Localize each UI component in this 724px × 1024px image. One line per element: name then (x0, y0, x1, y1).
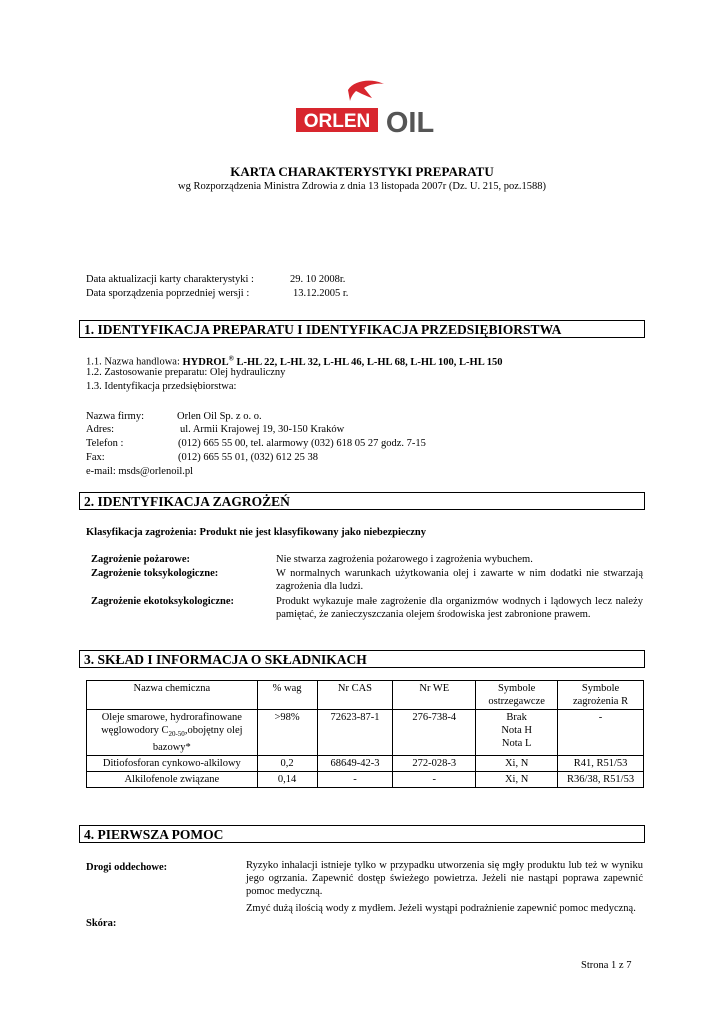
col-header: Nr CAS (317, 681, 393, 710)
orlen-word: ORLEN (303, 111, 371, 132)
cell-symbols: Xi, N (476, 756, 558, 772)
skin-text: Zmyć dużą ilością wody z mydłem. Jeżeli wystąpi podrażnienie zapewnić pomoc medyczną. (246, 903, 636, 914)
tox-hazard-text: W normalnych warunkach użytkowania olej i zawarte w nim dodatki nie stwarzają zagrożenia dla ludzi. (276, 568, 643, 592)
company-name-value: Orlen Oil Sp. z o. o. (177, 411, 262, 422)
use-value: Olej hydrauliczny (209, 367, 286, 378)
trade-name-label: 1.1. Nazwa handlowa: (86, 356, 180, 368)
cell-name: Oleje smarowe, hydrorafinowane węglowodory $C_{20-50},obojętny$ olej bazowy* (87, 710, 258, 756)
company-ident-label: 1.3. Identyfikacja przedsiębiorstwa: (86, 381, 237, 392)
fire-hazard-label: Zagrożenie pożarowe: (91, 554, 191, 565)
eagle-mark (348, 81, 384, 101)
section-4-heading: 4. PIERWSZA POMOC (79, 825, 645, 843)
cell-we: 272-028-3 (393, 756, 476, 772)
previous-date-label: Data sporządzenia poprzedniej wersji : (86, 288, 250, 299)
cell-cas: - (317, 772, 393, 788)
col-header: Symbole zagrożenia R (558, 681, 644, 710)
section-1-heading: 1. IDENTYFIKACJA PREPARATU I IDENTYFIKACJA PRZEDSIĘBIORSTWA (79, 320, 645, 338)
airways-text: Ryzyko inhalacji istnieje tylko w przypadku utworzenia się mgły produktu lub też w wyniku jego ogrzania. Zapewnić dostęp świeżego powietrza. Jeżeli nie nastąpi poprawa zapewnić pomoc medyczną. (246, 860, 643, 897)
cell-wag: 0,14 (257, 772, 317, 788)
page-number: Strona 1 z 7 (581, 960, 632, 971)
previous-date-value: 13.12.2005 r. (293, 288, 349, 299)
cell-r: R36/38, R51/53 (558, 772, 644, 788)
fax-value: (012) 665 55 01, (032) 612 25 38 (178, 452, 318, 463)
use-line (86, 366, 285, 379)
table-header-row (87, 681, 644, 710)
email-line[interactable]: e-mail: msds@orlenoil.pl (86, 466, 194, 477)
cell-wag: >98% (257, 710, 317, 756)
company-name-label: Nazwa firmy: (86, 411, 145, 422)
table-row (87, 756, 644, 772)
cell-we: - (393, 772, 476, 788)
update-date-label: Data aktualizacji karty charakterystyki : (86, 274, 254, 285)
cell-symbols: Brak Nota H Nota L (476, 710, 558, 756)
cell-cas: 72623-87-1 (317, 710, 393, 756)
composition-table (86, 680, 644, 788)
phone-value: (012) 665 55 00, tel. alarmowy (032) 618 05 27 godz. 7-15 (178, 438, 426, 449)
col-header: Symbole ostrzegawcze (476, 681, 558, 710)
cell-r: - (558, 710, 644, 756)
document-title: KARTA CHARAKTERYSTYKI PREPARATU (230, 164, 494, 179)
address-value: ul. Armii Krajowej 19, 30-150 Kraków (180, 424, 345, 435)
airways-label: Drogi oddechowe: (86, 862, 168, 873)
cell-r: R41, R51/53 (558, 756, 644, 772)
oil-word: OIL (385, 107, 435, 138)
phone-label: Telefon : (86, 438, 124, 449)
cell-name: Alkilofenole związane (87, 772, 258, 788)
orlen-oil-logo (292, 76, 442, 138)
cell-we: 276-738-4 (393, 710, 476, 756)
cell-wag: 0,2 (257, 756, 317, 772)
cell-symbols: Xi, N (476, 772, 558, 788)
skin-label: Skóra: (86, 918, 117, 929)
fax-label: Fax: (86, 452, 105, 463)
address-label: Adres: (86, 424, 114, 435)
tox-hazard-label: Zagrożenie toksykologiczne: (91, 568, 219, 579)
col-header: Nazwa chemiczna (87, 681, 258, 710)
cell-name: Ditiofosforan cynkowo-alkilowy (87, 756, 258, 772)
classification-line: Klasyfikacja zagrożenia: Produkt nie jest klasyfikowany jako niebezpieczny (86, 527, 426, 538)
col-header: Nr WE (393, 681, 476, 710)
eco-hazard-text: Produkt wykazuje małe zagrożenie dla organizmów wodnych i lądowych lecz należy pamiętać, że zanieczyszczania olejem środowiska jest zabronione prawem. (276, 596, 643, 620)
cell-cas: 68649-42-3 (317, 756, 393, 772)
col-header: % wag (257, 681, 317, 710)
document-subtitle: wg Rozporządzenia Ministra Zdrowia z dnia 13 listopada 2007r (Dz. U. 215, poz.1588) (178, 181, 546, 192)
table-row (87, 772, 644, 788)
section-3-heading: 3. SKŁAD I INFORMACJA O SKŁADNIKACH (79, 650, 645, 668)
update-date-value: 29. 10 2008r. (290, 274, 346, 285)
eco-hazard-label: Zagrożenie ekotoksykologiczne: (91, 596, 235, 607)
fire-hazard-text: Nie stwarza zagrożenia pożarowego i zagrożenia wybuchem. (276, 554, 533, 565)
use-label: 1.2. Zastosowanie preparatu: (86, 367, 208, 378)
trade-name: HYDROL® L-HL 22, L-HL 32, L-HL 46, L-HL 68, L-HL 100, L-HL 150 (182, 354, 503, 368)
table-row (87, 710, 644, 756)
section-2-heading: 2. IDENTYFIKACJA ZAGROŻEŃ (79, 492, 645, 510)
